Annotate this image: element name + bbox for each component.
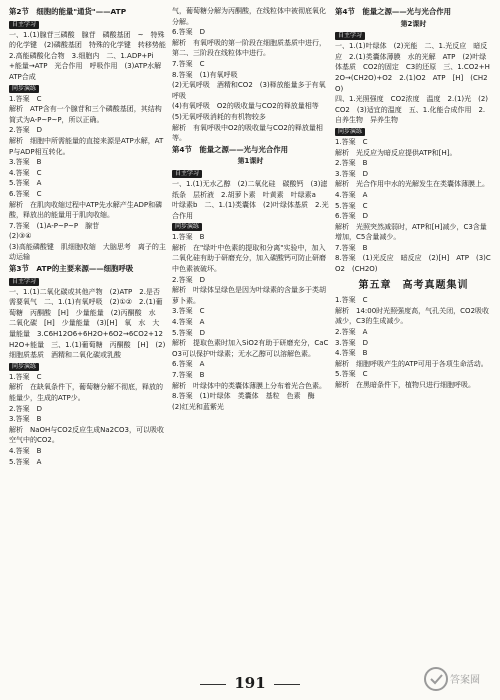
answer-text: 1.答案 C 解析 光反应为暗反应提供ATP和[H]。 2.答案 B 3.答案 D 解析 光合作用中水的光解发生在类囊体薄膜上。 4.答案 A 5.答案 C 6.答案 D 解析 光照突然减弱时，ATP和[H]减少，C3含量增加，C5含量减少。 7.答案 B 8.答案 (1)光反应 暗反应 (2)[H] ATP (3)CO2 (CH2O) [335, 137, 491, 274]
section-tag: 自主学习 [335, 32, 365, 40]
section-tag: 同步演练 [9, 85, 39, 93]
answer-text: 1.答案 C 解析 ATP含有一个腺苷和三个磷酸基团，其结构简式为A-P~P~P，所以正确。 2.答案 D 解析 细胞中所需能量的直接来源是ATP水解，ATP与ADP相互转化。 3.答案 B 4.答案 C 5.答案 A 6.答案 C 解析 在肌肉收缩过程中ATP先水解产生ADP和磷酸，释放出的能量用于肌肉收缩。 7.答案 (1)A-P~P~P 腺苷 (2)③④ (3)高能磷酸键 肌细胞收缩 大脑思考 离子的主动运输 [9, 94, 166, 262]
answer-text: 一、1.(1)无水乙醇 (2)二氧化硅 碳酸钙 (3)滤纸条 层析液 2.胡萝卜素 叶黄素 叶绿素a 叶绿素b 二、1.(1)类囊体 (2)叶绿体基质 2.光合作用 [172, 179, 329, 220]
watermark-icon [422, 664, 492, 694]
section-title: 第4节 能量之源——光与光合作用 [172, 144, 289, 154]
section-tag: 自主学习 [172, 170, 202, 178]
right-column [335, 6, 492, 674]
answer-text: 一、1.(1)二氧化碳或其他产物 (2)ATP 2.是否需要氧气 二、1.(1)有氧呼吸 (2)①② 2.(1)葡萄糖 丙酮酸 [H] 少量能量 (2)丙酮酸 水 二氧化碳 [H] 少量能量 (3)[H] 氧 水 大量能量 3.C6H12O6+6H2O+6O2→6CO2+12H2O+能量 三、1.(1)葡萄糖 丙酮酸 [H] (2)细胞质基质 酒精和二氧化碳或乳酸 [9, 287, 166, 360]
section-tag: 同步演练 [9, 363, 39, 371]
chapter-title: 第五章 高考真题集训 [358, 279, 469, 291]
answer-text: 1.答案 C 解析 在缺氧条件下，葡萄糖分解不彻底，释放的能量少，生成的ATP少。 2.答案 D 3.答案 B 解析 NaOH与CO2反应生成Na2CO3，可以吸收空气中的CO2。 4.答案 B 5.答案 A [9, 372, 164, 466]
watermark-logo [422, 664, 492, 694]
lesson-subtitle: 第2课时 [400, 19, 427, 28]
answer-text: 1.答案 B 解析 在"绿叶中色素的提取和分离"实验中，加入二氧化硅有助于研磨充分，加入碳酸钙可防止研磨中色素被破坏。 2.答案 D 解析 叶绿体呈绿色是因为叶绿素的含量多于类胡萝卜素。 3.答案 C 4.答案 A 5.答案 D 解析 提取色素时加入SiO2有助于研磨充分，CaCO3可以保护叶绿素；无水乙醇可以溶解色素。 6.答案 A 7.答案 B 解析 叶绿体中的类囊体薄膜上分布着光合色素。 8.答案 (1)叶绿体 类囊体 基粒 色素 酶 (2)红光和蓝紫光 [172, 233, 329, 411]
section-title: 第3节 ATP的主要来源——细胞呼吸 [9, 264, 134, 274]
answer-text: 一、1.(1)腺苷三磷酸 腺苷 磷酸基团 ~ 特殊的化学键 (2)磷酸基团 特殊的化学键 转移势能 2.高能磷酸化合物 3.细胞内 二、1.ADP+Pi+能量→ATP 光合作用 呼吸作用 (3)ATP水解 ATP合成 [9, 30, 173, 81]
columns [9, 6, 492, 674]
answer-text: 气，葡萄糖分解为丙酮酸，在线粒体中被彻底氧化分解。 6.答案 D 解析 有氧呼吸的第一阶段在细胞质基质中进行，第二、三阶段在线粒体中进行。 7.答案 C 8.答案 (1)有氧呼吸 (2)无氧呼吸 酒精和CO2 (3)释放能量多于有氧呼吸 (4)有氧呼吸 O2的吸收量与CO2的释放量相等 (5)无氧呼吸消耗的有机物较多 解析 有氧呼吸中O2的吸收量与CO2的释放量相等。 [172, 7, 326, 143]
section-title: 第4节 能量之源——光与光合作用 [335, 7, 452, 16]
left-column [9, 6, 173, 674]
answer-text: 一、1.(1)叶绿体 (2)光能 二、1.光反应 暗反应 2.(1)类囊体薄膜 水的光解 ATP (2)叶绿体基质 CO2的固定 C3的还原 三、1.CO2+H2O→(CH2O)+O2 2.(1)O2 ATP [H] (CH2O) 四、1.光照强度 CO2浓度 温度 2.(1)光 (2)CO2 (3)适宜的温度 五、1.化能合成作用 2.自养生物 异养生物 [335, 42, 490, 125]
watermark-text: 答案圈 [450, 675, 480, 686]
middle-column [172, 6, 329, 674]
section-tag: 自主学习 [9, 278, 39, 286]
section-tag: 自主学习 [9, 21, 39, 29]
section-tag: 同步演练 [172, 223, 202, 231]
section-title: 第2节 细胞的能量"通货"——ATP [9, 7, 127, 16]
page-number: 191 [192, 674, 307, 692]
lesson-subtitle: 第1课时 [237, 157, 264, 166]
answer-text: 1.答案 C 解析 14:00时光照强度高，气孔关闭，CO2吸收减少，C3的生成减少。 2.答案 A 3.答案 D 4.答案 B 解析 细胞呼吸产生的ATP可用于各项生命活动。 5.答案 C 解析 在黑暗条件下，植物只进行细胞呼吸。 [335, 296, 490, 389]
section-tag: 同步演练 [335, 128, 365, 136]
